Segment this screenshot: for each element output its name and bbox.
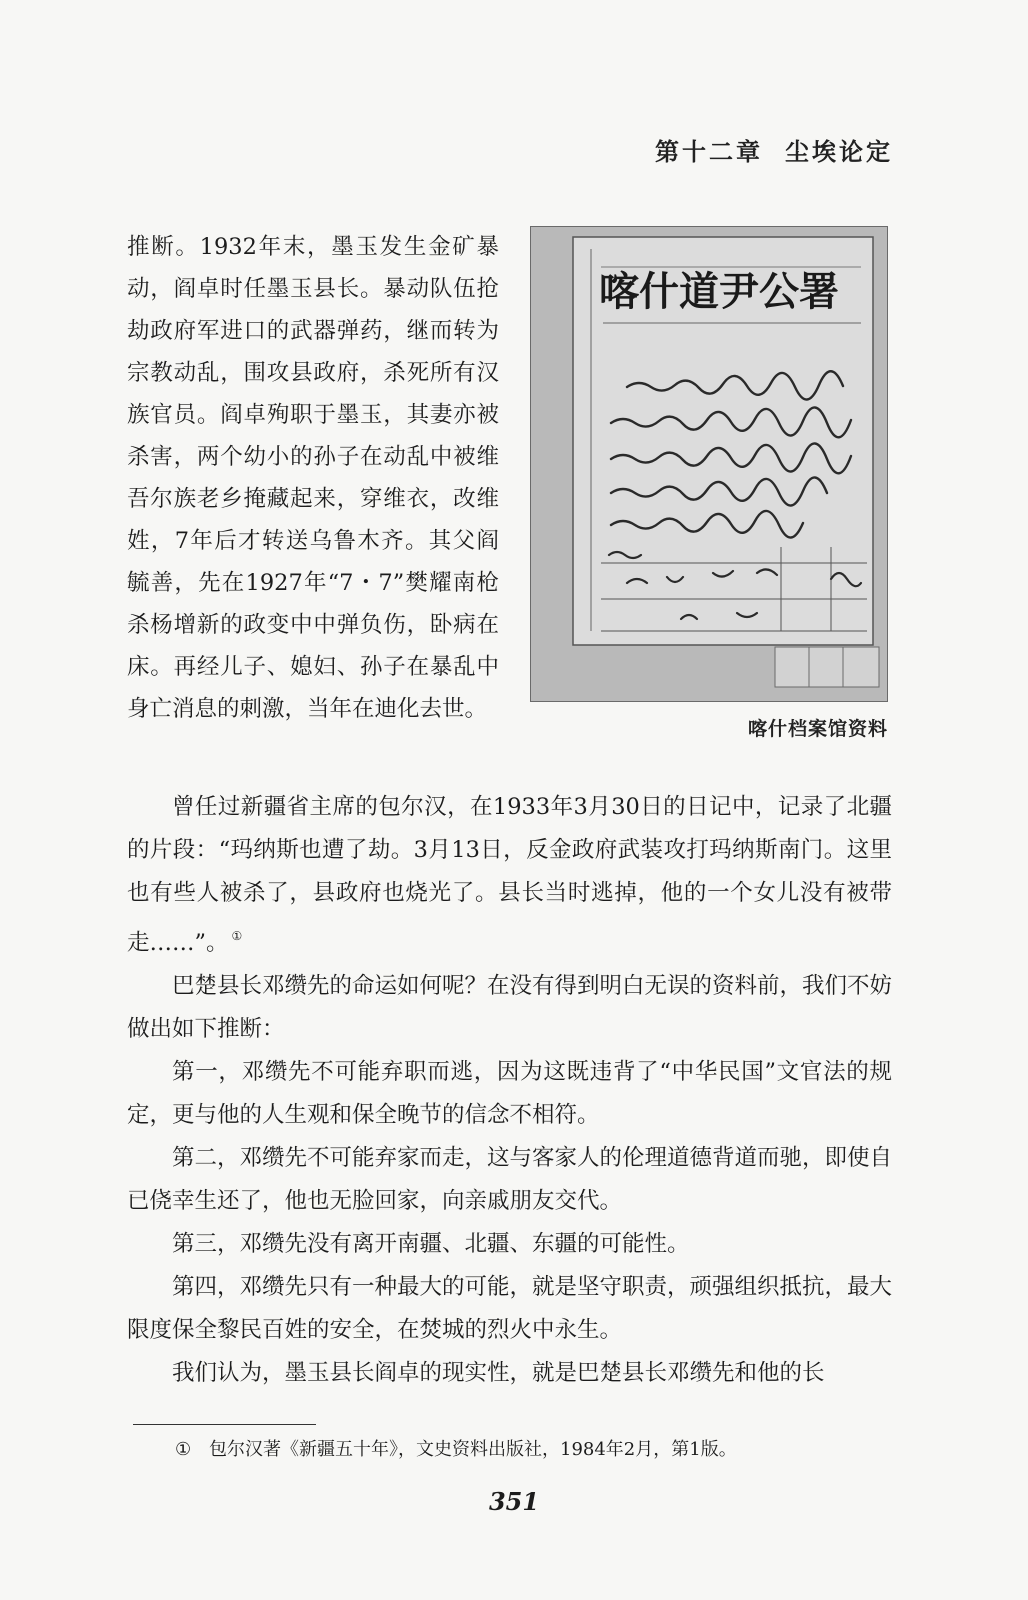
body-text — [127, 786, 892, 1395]
body-paragraph: 第一，邓缵先不可能弃职而逃，因为这既违背了“中华民国”文官法的规定，更与他的人生观和保全晚节的信念不相符。 — [127, 1059, 892, 1128]
running-head — [655, 132, 893, 167]
chapter-title: 尘埃论定 — [785, 137, 893, 166]
footnote-divider — [133, 1424, 316, 1425]
left-column-paragraph: 推断。1932年末，墨玉发生金矿暴动，阎卓时任墨玉县长。暴动队伍抢劫政府军进口的武器弹药，继而转为宗教动乱，围攻县政府，杀死所有汉族官员。阎卓殉职于墨玉，其妻亦被杀害，两个幼小的孙子在动乱中被维吾尔族老乡掩藏起来，穿维衣，改维姓，7年后才转送乌鲁木齐。其父阎毓善，先在1927年“7・7”樊耀南枪杀杨增新的政变中中弹负伤，卧病在床。再经儿子、媳妇、孙子在暴乱中身亡消息的刺激，当年在迪化去世。 — [127, 234, 499, 722]
body-paragraph: 我们认为，墨玉县长阎卓的现实性，就是巴楚县长邓缵先和他的长 — [172, 1360, 825, 1386]
footnote-reference[interactable]: ① — [231, 929, 243, 943]
body-paragraph: 巴楚县长邓缵先的命运如何呢？在没有得到明白无误的资料前，我们不妨做出如下推断： — [127, 973, 893, 1042]
figure-caption: 喀什档案馆资料 — [747, 718, 888, 740]
body-paragraph: 第三，邓缵先没有离开南疆、北疆、东疆的可能性。 — [172, 1231, 690, 1257]
document-title-text: 喀什道尹公署 — [599, 268, 839, 315]
page-number: 351 — [488, 1487, 540, 1516]
footnote — [175, 1435, 895, 1465]
body-paragraph: 第四，邓缵先只有一种最大的可能，就是坚守职责，顽强组织抵抗，最大限度保全黎民百姓的安全，在焚城的烈火中永生。 — [127, 1274, 893, 1343]
body-paragraph: 第二，邓缵先不可能弃家而走，这与客家人的伦理道德背道而驰，即使自已侥幸生还了，他也无脸回家，向亲戚朋友交代。 — [127, 1145, 893, 1214]
footnote-text: 包尔汉著《新疆五十年》，文史资料出版社，1984年2月，第1版。 — [209, 1439, 737, 1460]
body-paragraph — [127, 786, 892, 965]
document-scan-image — [531, 227, 887, 701]
chapter-label: 第十二章 — [655, 137, 763, 166]
body-paragraph-text: 曾任过新疆省主席的包尔汉，在1933年3月30日的日记中，记录了北疆的片段：“玛纳斯也遭了劫。3月13日，反金政府武装攻打玛纳斯南门。这里也有些人被杀了，县政府也烧光了。县长当时逃掉，他的一个女儿没有被带走……”。 — [127, 794, 892, 956]
archive-document-photo — [530, 226, 888, 702]
footnote-mark: ① — [175, 1439, 192, 1460]
left-column-text — [127, 226, 499, 730]
